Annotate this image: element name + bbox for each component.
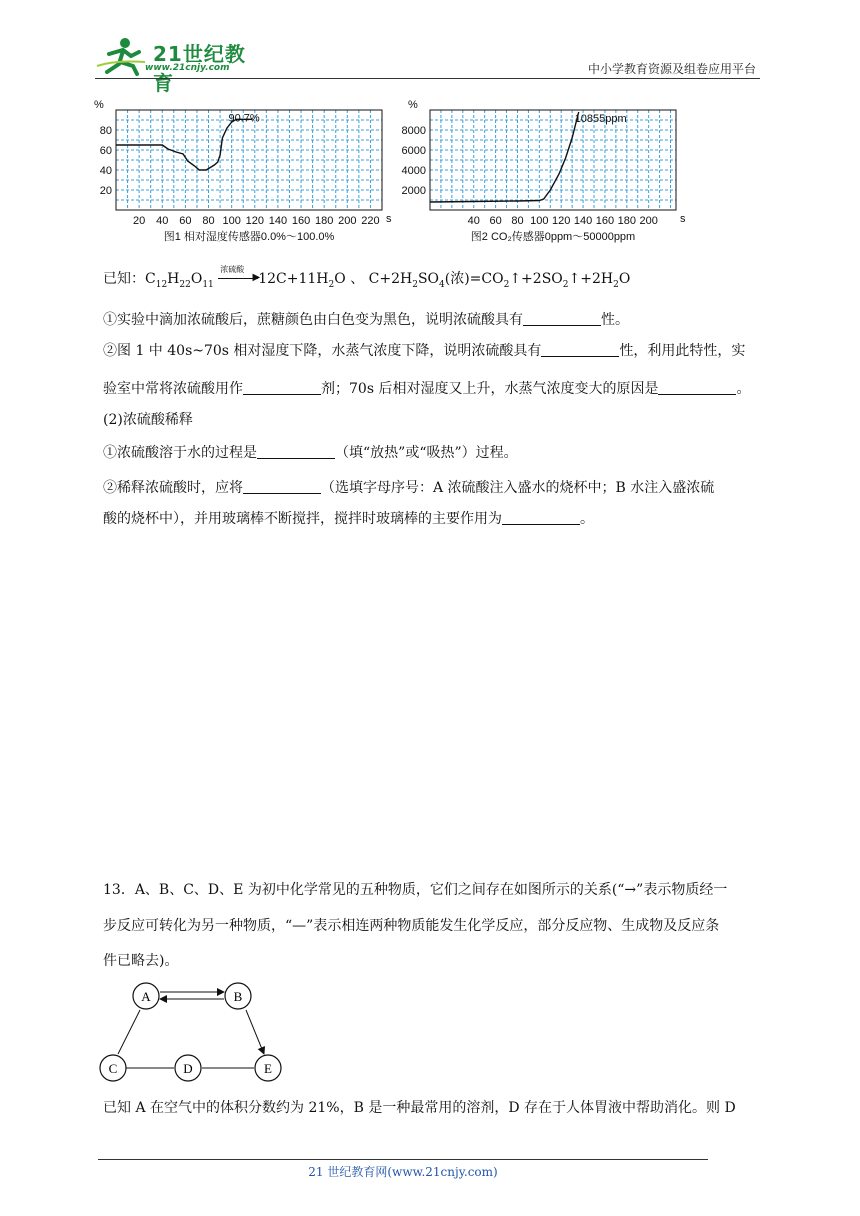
question-line: ①实验中滴加浓硫酸后，蔗糖颜色由白色变为黑色，说明浓硫酸具有 性。 (103, 312, 629, 328)
x-tick-label: 140 (573, 215, 593, 227)
x-tick-label: 60 (489, 215, 502, 227)
svg-text:B: B (233, 989, 243, 1004)
x-tick-label: 220 (361, 215, 380, 227)
question-line: 验室中常将浓硫酸用作 剂；70s 后相对湿度又上升，水蒸气浓度变大的原因是 。 (103, 381, 751, 397)
svg-text:C: C (108, 1061, 118, 1076)
chart-title: 图1 相对湿度传感器0.0%～100.0% (163, 231, 335, 243)
logo-text: 21世纪教育 (153, 42, 246, 95)
question-line: ②稀释浓硫酸时，应将 （选填字母序号：A 浓硫酸注入盛水的烧杯中；B 水注入盛浓硫 (103, 480, 715, 496)
svg-text:E: E (264, 1061, 272, 1076)
q13-text-line: 已知 A 在空气中的体积分数约为 21%，B 是一种最常用的溶剂，D 存在于人体胃液中帮助消化。则 D (103, 1100, 736, 1116)
x-axis-label: s (386, 213, 392, 225)
node-d (175, 1055, 201, 1081)
runner-logo-icon (95, 36, 151, 76)
humidity-chart (96, 98, 396, 250)
answer-blank[interactable] (243, 480, 321, 494)
node-a (133, 983, 159, 1009)
y-axis-label: % (94, 99, 104, 111)
y-axis-label: % (408, 99, 418, 111)
x-tick-label: 80 (202, 215, 215, 227)
y-tick-label: 60 (99, 145, 112, 157)
svg-text:A: A (141, 989, 151, 1004)
x-tick-label: 100 (530, 215, 549, 227)
x-tick-label: 40 (467, 215, 480, 227)
data-annotation: 10855ppm (574, 113, 627, 125)
x-tick-label: 200 (338, 215, 357, 227)
answer-blank[interactable] (257, 445, 335, 459)
y-tick-label: 80 (99, 125, 112, 137)
question-subheading: (2)浓硫酸稀释 (103, 412, 193, 428)
logo-url: www.21cnjy.com (145, 63, 230, 73)
x-tick-label: 60 (179, 215, 192, 227)
x-tick-label: 200 (639, 215, 658, 227)
y-tick-label: 8000 (401, 125, 426, 137)
answer-blank[interactable] (541, 343, 619, 357)
x-axis-label: s (680, 213, 686, 225)
q13-text-line: 件已略去)。 (103, 953, 179, 969)
x-tick-label: 40 (156, 215, 169, 227)
header-divider (95, 78, 760, 79)
x-tick-label: 100 (222, 215, 241, 227)
page-header (95, 30, 760, 95)
footer-divider (98, 1159, 708, 1160)
x-tick-label: 20 (133, 215, 146, 227)
reaction-arrow: 浓硫酸 ▶ (220, 265, 261, 283)
x-tick-label: 160 (595, 215, 615, 227)
x-tick-label: 120 (245, 215, 264, 227)
x-tick-label: 80 (511, 215, 524, 227)
x-tick-label: 140 (268, 215, 288, 227)
answer-blank[interactable] (243, 381, 321, 395)
substance-relation-diagram (98, 980, 288, 1090)
site-logo (95, 36, 265, 95)
y-tick-label: 20 (99, 185, 112, 197)
x-tick-label: 160 (291, 215, 311, 227)
chart-title: 图2 CO₂传感器0ppm～50000ppm (470, 231, 636, 243)
svg-text:D: D (183, 1061, 193, 1076)
q13-text-line: 步反应可转化为另一种物质，“—”表示相连两种物质能发生化学反应，部分反应物、生成物及反应条 (103, 918, 720, 934)
x-tick-label: 180 (617, 215, 636, 227)
header-platform-text: 中小学教育资源及组卷应用平台 (587, 62, 756, 76)
answer-blank[interactable] (658, 381, 736, 395)
given-reactions: 已知：$C_{12}H_{22}O_{11}$ 浓硫酸 ▶ $12C+11H_2O$ 、 $C+2H_2SO_4$(浓)$=CO_2↑+2SO_2↑+2H_2O$ (103, 265, 631, 290)
y-tick-label: 4000 (401, 165, 426, 177)
co2-chart (396, 98, 696, 250)
node-b (225, 983, 251, 1009)
y-tick-label: 2000 (401, 185, 426, 197)
y-tick-label: 40 (99, 165, 112, 177)
question-line: ①浓硫酸溶于水的过程是 （填“放热”或“吸热”）过程。 (103, 445, 518, 461)
x-tick-label: 120 (552, 215, 571, 227)
y-tick-label: 6000 (401, 145, 426, 157)
answer-blank[interactable] (502, 511, 580, 525)
data-annotation: 90.7% (228, 112, 260, 125)
link-a-c (118, 1010, 140, 1054)
x-tick-label: 180 (314, 215, 334, 227)
answer-blank[interactable] (523, 312, 601, 326)
question-line: 酸的烧杯中），并用玻璃棒不断搅拌，搅拌时玻璃棒的主要作用为 。 (103, 511, 594, 527)
q13-text-line: 13．A、B、C、D、E 为初中化学常见的五种物质，它们之间存在如图所示的关系(“→”表示物质经一 (103, 882, 728, 898)
node-c (100, 1055, 126, 1081)
node-e (255, 1055, 281, 1081)
arrow-b-to-e (246, 1010, 264, 1054)
footer-text: 21 世纪教育网(www.21cnjy.com) (308, 1165, 498, 1179)
question-line: ②图 1 中 40s~70s 相对湿度下降，水蒸气浓度下降，说明浓硫酸具有 性，利用此特性，实 (103, 343, 746, 359)
